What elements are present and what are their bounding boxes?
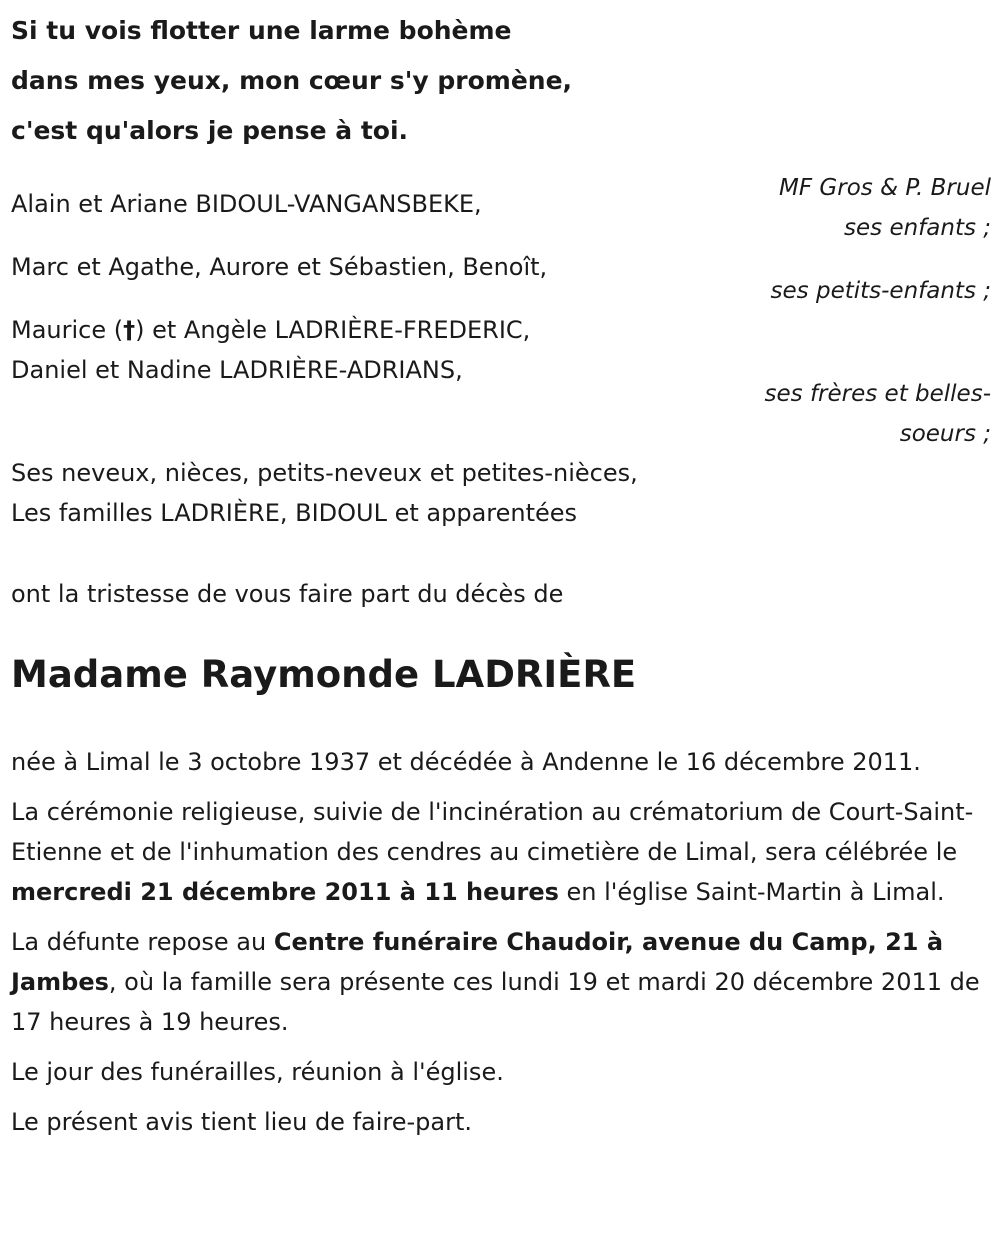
- siblings-text: ) et Angèle LADRIÈRE-FREDERIC,: [135, 316, 531, 344]
- notice-paragraph: Le présent avis tient lieu de faire-part.: [11, 1108, 473, 1136]
- funeral-day-paragraph: Le jour des funérailles, réunion à l'église.: [11, 1058, 504, 1086]
- ceremony-paragraph: [11, 792, 996, 912]
- children-signature: MF Gros & P. Bruel: [779, 175, 991, 201]
- extended-family-line-1: Ses neveux, nièces, petits-neveux et petites-nièces,: [11, 459, 638, 487]
- poem-line: Si tu vois flotter une larme bohème: [11, 16, 512, 45]
- children-role: ses enfants ;: [844, 215, 991, 241]
- announcement-intro: ont la tristesse de vous faire part du décès de: [11, 580, 564, 608]
- notice-body: [11, 742, 996, 1152]
- children-names: Alain et Ariane BIDOUL-VANGANSBEKE,: [11, 190, 482, 218]
- birth-death-paragraph: née à Limal le 3 octobre 1937 et décédée à Andenne le 16 décembre 2011.: [11, 748, 921, 776]
- poem-line: c'est qu'alors je pense à toi.: [11, 116, 409, 145]
- siblings-text: Maurice (: [11, 316, 124, 344]
- siblings-line-1: [11, 310, 530, 350]
- siblings-role: ses frères et belles-: [764, 381, 991, 407]
- repose-place: Centre funéraire Chaudoir, avenue du Camp, 21 à Jambes: [11, 928, 944, 996]
- ceremony-text: en l'église Saint-Martin à Limal.: [558, 878, 945, 906]
- poem-line: dans mes yeux, mon cœur s'y promène,: [11, 66, 573, 95]
- repose-text: , où la famille sera présente ces lundi 19 et mardi 20 décembre 2011 de 17 heures à 19 heures.: [11, 968, 980, 1036]
- ceremony-text: La cérémonie religieuse, suivie de l'incinération au crématorium de Court-Saint-Etienne et de l'inhumation des cendres au cimetière de Limal, sera célébrée le: [11, 798, 974, 866]
- grandchildren-names: Marc et Agathe, Aurore et Sébastien, Benoît,: [11, 253, 548, 281]
- siblings-role: soeurs ;: [899, 421, 991, 447]
- deceased-name: Madame Raymonde LADRIÈRE: [11, 653, 637, 696]
- extended-family-line-2: Les familles LADRIÈRE, BIDOUL et apparentées: [11, 499, 578, 527]
- repose-text: La défunte repose au: [11, 928, 274, 956]
- siblings-line-2: Daniel et Nadine LADRIÈRE-ADRIANS,: [11, 356, 463, 384]
- repose-paragraph: [11, 922, 996, 1042]
- grandchildren-role: ses petits-enfants ;: [770, 278, 991, 304]
- cross-icon: †: [123, 316, 136, 344]
- ceremony-date: mercredi 21 décembre 2011 à 11 heures: [11, 878, 559, 906]
- poem: [11, 6, 572, 156]
